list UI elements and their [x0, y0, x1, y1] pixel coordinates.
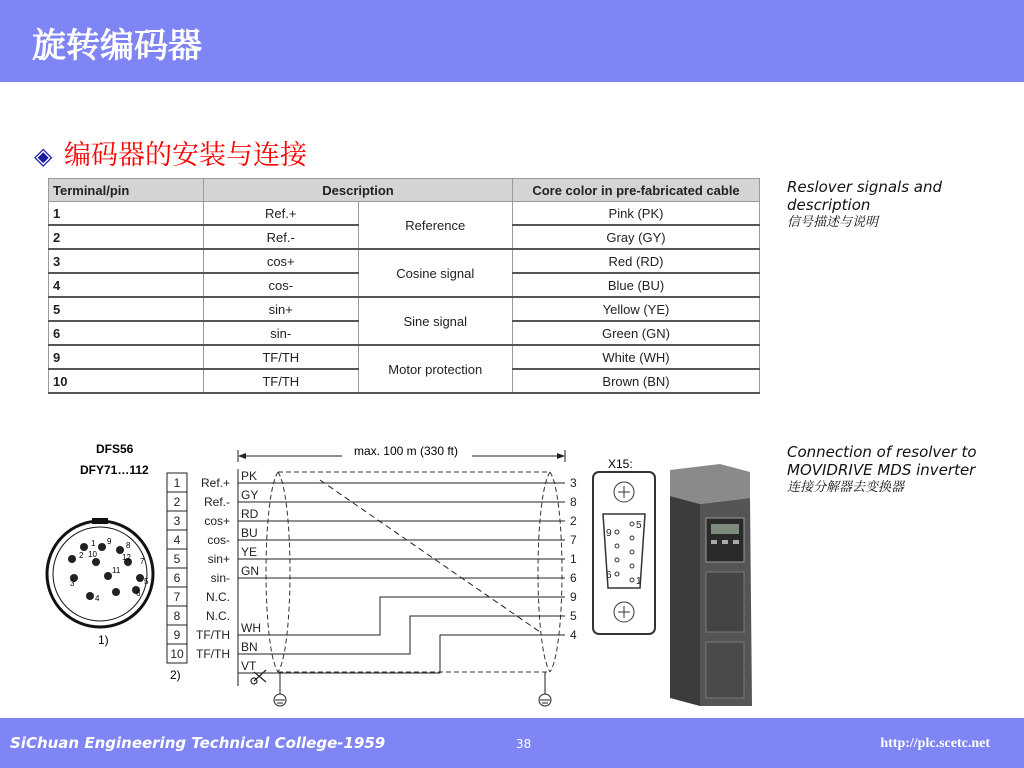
col-header-pin: Terminal/pin	[49, 179, 204, 202]
model-label-2: DFY71…112	[80, 463, 149, 477]
group-cell: Cosine signal	[358, 249, 513, 297]
desc-cell: cos-	[204, 273, 359, 297]
pin-cell: 10	[49, 369, 204, 393]
title-bar	[0, 0, 1024, 82]
color-cell: Green (GN)	[513, 321, 760, 345]
group-cell: Sine signal	[358, 297, 513, 345]
connector-num: 11	[112, 566, 121, 575]
note-en: Reslover signals and description	[787, 178, 943, 214]
pin-name: N.C.	[206, 590, 230, 604]
pin-name: cos+	[204, 514, 230, 528]
dsub-connector-icon	[593, 472, 655, 634]
ground-icon	[274, 672, 286, 706]
color-cell: Red (RD)	[513, 249, 760, 273]
x15-pin-num: 8	[570, 495, 577, 509]
pin-cell: 5	[49, 297, 204, 321]
note-connection	[787, 443, 1007, 497]
wire-label: VT	[241, 659, 257, 673]
group-cell: Reference	[358, 202, 513, 250]
connector-num: 2	[79, 551, 84, 560]
connector-num: 1	[91, 539, 96, 548]
color-cell: Gray (GY)	[513, 225, 760, 249]
x15-pin-num: 1	[570, 552, 577, 566]
x15-pin-num: 7	[570, 533, 577, 547]
desc-cell: TF/TH	[204, 369, 359, 393]
pin-cell: 6	[49, 321, 204, 345]
pin-name: cos-	[207, 533, 230, 547]
pin-num: 8	[173, 609, 181, 623]
wires	[238, 480, 565, 673]
connector-num: 10	[88, 550, 97, 559]
subtitle-text: 编码器的安装与连接	[64, 140, 307, 171]
color-cell: Yellow (YE)	[513, 297, 760, 321]
footer-bar	[0, 718, 1024, 768]
x15-pin-num: 6	[570, 571, 577, 585]
dsub-label: 9	[606, 528, 612, 539]
color-cell: Pink (PK)	[513, 202, 760, 226]
col-header-description: Description	[204, 179, 513, 202]
connector-num: 7	[140, 557, 145, 566]
pin-num: 3	[173, 514, 181, 528]
pin-name: sin+	[207, 552, 230, 566]
pin-num: 7	[173, 590, 181, 604]
wire-label: RD	[241, 507, 259, 521]
x15-pin-num: 5	[570, 609, 577, 623]
pin-name: Ref.-	[203, 495, 230, 509]
group-cell: Motor protection	[358, 345, 513, 393]
arrow-left-icon	[238, 453, 246, 459]
pin-cell: 4	[49, 273, 204, 297]
table-row	[49, 297, 760, 321]
pin-name: Ref.+	[200, 476, 230, 490]
wire-label: WH	[241, 621, 261, 635]
pin-cell: 2	[49, 225, 204, 249]
x15-pin-num: 2	[570, 514, 577, 528]
desc-cell: sin-	[204, 321, 359, 345]
connector-num: 5	[144, 577, 149, 586]
note-cn: 信号描述与说明	[787, 215, 879, 230]
pin-cell: 3	[49, 249, 204, 273]
table-row	[49, 249, 760, 273]
wire-label: BU	[241, 526, 258, 540]
cable-length-label: max. 100 m (330 ft)	[353, 444, 459, 458]
connector-num: 9	[107, 537, 112, 546]
pin-num: 5	[173, 552, 181, 566]
subtitle	[34, 133, 307, 172]
wiring-diagram	[40, 436, 772, 716]
desc-cell: cos+	[204, 249, 359, 273]
color-cell: White (WH)	[513, 345, 760, 369]
wire-label: PK	[241, 469, 258, 483]
pin-name: sin-	[210, 571, 230, 585]
model-label-1: DFS56	[96, 442, 134, 456]
desc-cell: Ref.-	[204, 225, 359, 249]
pin-cell: 1	[49, 202, 204, 226]
caption-1: 1)	[98, 633, 109, 647]
footer-url[interactable]: http://plc.scetc.net	[880, 736, 990, 751]
pin-name: N.C.	[206, 609, 230, 623]
connector-num: 8	[126, 541, 131, 550]
dsub-label: 1	[636, 576, 642, 587]
connector-num: 4	[95, 594, 100, 603]
desc-cell: Ref.+	[204, 202, 359, 226]
ground-icon	[539, 672, 551, 706]
round-connector-icon	[47, 518, 153, 627]
footer-college: SiChuan Engineering Technical College-1959	[10, 734, 386, 752]
desc-cell: TF/TH	[204, 345, 359, 369]
diamond-bullet-icon: ◈	[34, 142, 53, 170]
pin-name: TF/TH	[196, 647, 230, 661]
pin-cell: 9	[49, 345, 204, 369]
col-header-color: Core color in pre-fabricated cable	[513, 179, 760, 202]
connector-num: 3	[70, 579, 75, 588]
connector-num: 6	[136, 589, 141, 598]
x15-pin-num: 3	[570, 476, 577, 490]
dsub-label: 6	[606, 570, 612, 581]
note-resolver-signals	[787, 178, 1007, 232]
pin-num: 10	[170, 647, 184, 661]
table-row	[49, 345, 760, 369]
pin-num: 6	[173, 571, 181, 585]
color-cell: Blue (BU)	[513, 273, 760, 297]
pin-name: TF/TH	[196, 628, 230, 642]
desc-cell: sin+	[204, 297, 359, 321]
resolver-table	[48, 178, 760, 394]
connector-num: 12	[122, 553, 131, 562]
wire-label: BN	[241, 640, 258, 654]
x15-pin-num: 4	[570, 628, 577, 642]
arrow-right-icon	[557, 453, 565, 459]
dsub-label: 5	[636, 520, 642, 531]
x15-pin-num: 9	[570, 590, 577, 604]
table-row	[49, 202, 760, 226]
x15-label: X15:	[608, 457, 633, 471]
inverter-icon	[670, 464, 752, 706]
wire-label: GY	[241, 488, 259, 502]
note-cn: 连接分解器去变换器	[787, 480, 905, 495]
wire-label: GN	[241, 564, 259, 578]
note-en: Connection of resolver to MOVIDRIVE MDS inverter	[787, 443, 977, 479]
pin-num: 4	[173, 533, 181, 547]
wire-label: YE	[241, 545, 258, 559]
color-cell: Brown (BN)	[513, 369, 760, 393]
table-header-row	[49, 179, 760, 202]
pin-num: 2	[173, 495, 181, 509]
page-number: 38	[516, 737, 532, 751]
caption-2: 2)	[170, 668, 181, 682]
pin-num: 9	[173, 628, 181, 642]
slide-title: 旋转编码器	[32, 26, 202, 66]
pin-num: 1	[173, 476, 181, 490]
